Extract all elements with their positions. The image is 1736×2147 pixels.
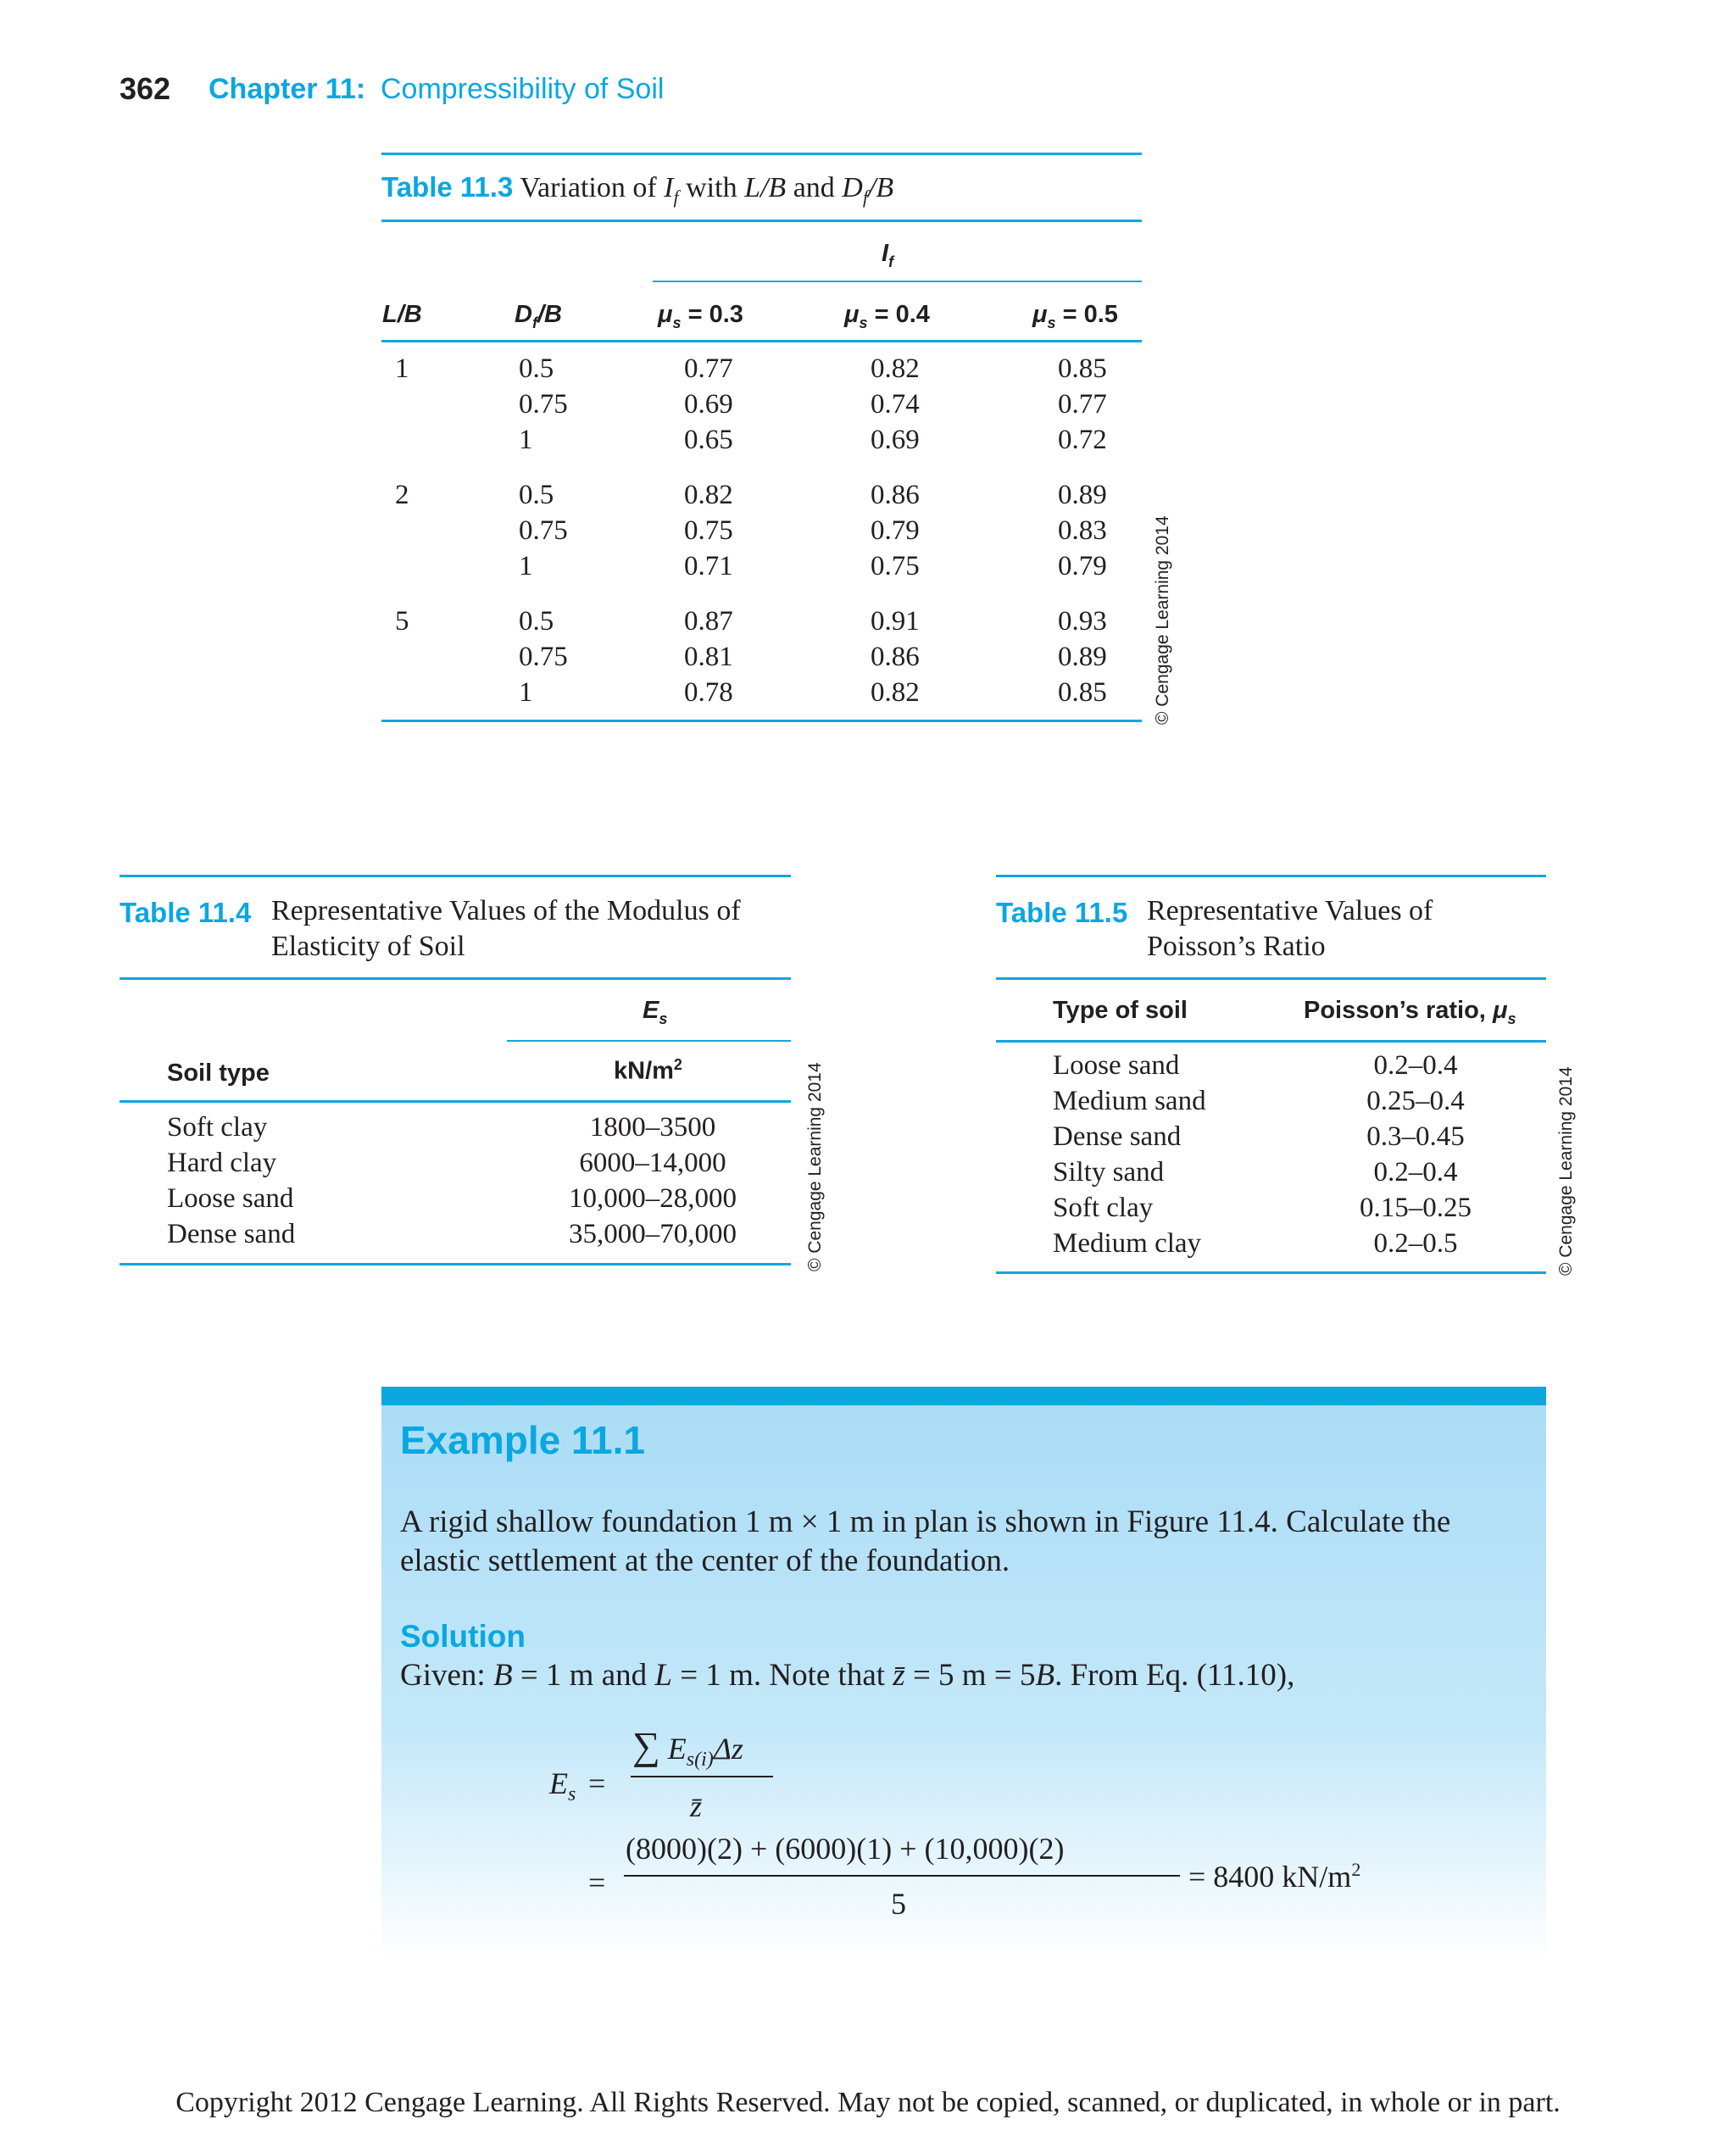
table-cell: 0.85 [1058,353,1107,384]
table-cell: 0.86 [871,480,920,510]
table-cell: 1 [519,551,533,581]
table-cell: Silty sand [1053,1157,1165,1188]
chapter-label: Chapter 11: [209,73,366,105]
table-caption-line2: Elasticity of Soil [271,931,465,962]
table-cell: 0.79 [1058,551,1107,581]
table-cell: 0.3–0.45 [1366,1121,1465,1152]
table-cell: 0.82 [684,480,733,510]
eq-numerator: (8000)(2) + (6000)(1) + (10,000)(2) [626,1832,1065,1866]
table-cell: 1 [519,425,533,455]
table-label: Table 11.4 [120,897,252,928]
example-title: Example 11.1 [400,1418,645,1462]
page-number: 362 [120,71,171,106]
caption-text: I [664,172,674,203]
table-cell: 0.65 [684,425,733,455]
table-cell: 0.75 [519,515,568,546]
table-cell: 0.5 [519,606,554,637]
table-cell: 1800–3500 [589,1112,716,1143]
table-cell: 0.2–0.4 [1373,1157,1458,1188]
table-cell: 0.81 [684,642,733,672]
table-cell: 0.2–0.5 [1373,1228,1458,1259]
column-header-mu-05: $\mu_s = 0.5$ [1032,301,1118,331]
table-cell: 0.74 [871,389,920,420]
table-rule [996,977,1546,980]
table-rule [381,220,1142,222]
example-bar [381,1387,1546,1405]
column-header-unit: $kN/m^2$ [614,1056,682,1085]
caption-text: f [673,186,679,208]
table-cell: 0.69 [684,389,733,420]
table-cell: 0.89 [1058,480,1107,510]
eq-lhs: $E_s$ [549,1766,576,1806]
table-rule [120,1100,791,1103]
table-rule-span [507,1040,791,1042]
column-header-mu-03: $\mu_s = 0.3$ [658,301,743,331]
caption-text: L/B [744,172,787,203]
table-cell: 0.75 [519,642,568,672]
example-problem-line1: A rigid shallow foundation 1 m × 1 m in plan is shown in Figure 11.4. Calculate the [400,1505,1451,1539]
table-cell: Medium sand [1053,1086,1206,1116]
table-rule-bottom [996,1271,1546,1274]
fraction-bar [624,1875,1180,1877]
eq-result: = 8400 $kN/m^2$ [1188,1859,1361,1894]
caption-text: Variation of [520,172,665,203]
copyright-vertical: © Cengage Learning 2014 [1556,1066,1576,1276]
table-cell: 6000–14,000 [579,1148,726,1178]
column-header-mu-04: $\mu_s = 0.4$ [844,301,930,331]
table-cell-lb: 2 [395,480,409,510]
table-rule-top [120,875,791,877]
footer-copyright: Copyright 2012 Cengage Learning. All Rights Reserved. May not be copied, scanned, or duplicated, in whole or in part. [175,2087,1561,2118]
eq-numerator: ∑ $E_{s(i)}\Delta z$ [632,1724,743,1772]
eq-equals: = [588,1766,606,1800]
copyright-vertical: © Cengage Learning 2014 [805,1062,825,1271]
table-cell: 0.5 [519,480,554,510]
caption-text: D [842,172,863,203]
caption-text: and [786,172,843,203]
eq-denominator: 5 [891,1887,906,1921]
table-cell: 0.71 [684,551,733,581]
table-label: Table 11.5 [996,897,1128,928]
copyright-vertical: © Cengage Learning 2014 [1153,515,1172,725]
table-cell: Loose sand [167,1183,294,1214]
caption-text: f [862,186,868,208]
column-header-lb: L/B [382,301,422,328]
column-header-type: Type of soil [1053,997,1188,1024]
table-cell: Loose sand [1053,1050,1180,1081]
solution-given: Given: B = 1 m and L = 1 m. Note that z̄ = 5 m = 5B. From Eq. (11.10), [400,1658,1295,1693]
table-cell-lb: 5 [395,606,409,637]
table-rule-top [996,875,1546,877]
table-caption-line1: Representative Values of the Modulus of [271,895,741,926]
table-cell: Medium clay [1053,1228,1202,1259]
eq-denominator: z̄ [690,1789,703,1823]
fraction-bar [631,1776,773,1777]
caption-text: /B [867,172,894,203]
table-cell: 0.77 [684,353,733,384]
table-cell: Soft clay [1053,1193,1154,1223]
solution-label: Solution [400,1619,526,1654]
table-cell: 10,000–28,000 [569,1183,737,1214]
caption-text: with [678,172,745,203]
table-cell: 0.85 [1058,677,1107,708]
table-caption [381,171,893,209]
table-cell: 0.69 [871,425,920,455]
table-cell: 0.2–0.4 [1373,1050,1458,1081]
table-cell: 0.75 [519,389,568,420]
eq-equals: = [588,1866,606,1899]
table-rule-bottom [381,720,1142,722]
table-cell: 0.77 [1058,389,1107,420]
table-cell: 0.82 [871,353,920,384]
table-cell: 0.25–0.4 [1366,1086,1465,1116]
table-rule [996,1040,1546,1043]
table-cell: 0.82 [871,677,920,708]
chapter-title: Compressibility of Soil [381,73,665,105]
table-rule [381,340,1142,342]
table-cell: 0.5 [519,353,554,384]
table-rule-top [381,153,1142,155]
table-cell: 0.89 [1058,642,1107,672]
column-header-soil-type: Soil type [167,1060,270,1087]
column-span-header: $I_f$ [882,240,894,270]
table-cell: Hard clay [167,1148,277,1178]
table-rule-span [653,281,1142,282]
table-cell: 0.87 [684,606,733,637]
column-header-dfb: $D_f/B$ [515,301,562,331]
table-cell: 0.78 [684,677,733,708]
table-label: Table 11.3 [381,171,514,203]
table-cell: 35,000–70,000 [569,1219,737,1249]
column-span-header-es: $E_s$ [643,997,668,1027]
example-problem-line2: elastic settlement at the center of the foundation. [400,1544,1010,1578]
table-caption-line2: Poisson’s Ratio [1147,931,1326,962]
table-cell: 0.86 [871,642,920,672]
table-cell-lb: 1 [395,353,409,384]
table-cell: 0.15–0.25 [1360,1193,1472,1223]
column-header-ratio: Poisson’s ratio, $\mu_s$ [1304,997,1516,1027]
table-cell: 0.72 [1058,425,1107,455]
table-cell: 1 [519,677,533,708]
table-cell: 0.83 [1058,515,1107,546]
table-rule-bottom [120,1263,791,1265]
table-cell: 0.91 [871,606,920,637]
table-caption-line1: Representative Values of [1147,895,1433,926]
table-rule [120,977,791,980]
table-cell: 0.93 [1058,606,1107,637]
table-cell: Dense sand [1053,1121,1182,1152]
table-cell: 0.75 [871,551,920,581]
table-cell: 0.75 [684,515,733,546]
table-cell: 0.79 [871,515,920,546]
table-cell: Dense sand [167,1219,296,1249]
table-cell: Soft clay [167,1112,268,1143]
